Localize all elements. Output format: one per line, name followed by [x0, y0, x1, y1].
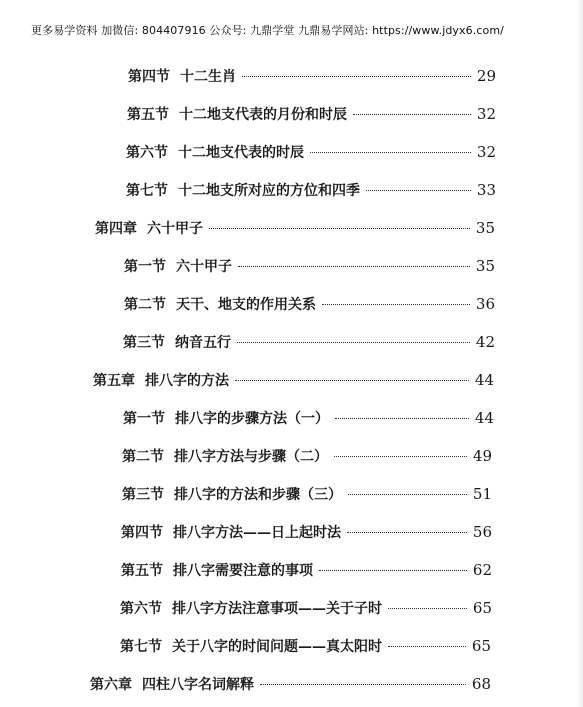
toc-entry-page: 32 [476, 105, 496, 123]
dot-leader [347, 532, 467, 533]
toc-entry-page: 35 [475, 257, 495, 275]
toc-entry-number: 第五章 [93, 373, 135, 389]
toc-entry-number: 第二节 [122, 449, 164, 465]
toc-entry-page: 42 [475, 333, 495, 351]
toc-entry-title: 排八字的方法 [145, 373, 229, 389]
toc-entry-number: 第七节 [126, 183, 168, 199]
toc-entry [126, 180, 496, 204]
toc-entry-number: 第三节 [123, 335, 165, 351]
toc-entry-number: 第五节 [127, 107, 169, 123]
toc-entry-page: 65 [472, 599, 492, 617]
toc-entry [128, 66, 496, 90]
dot-leader [388, 646, 466, 647]
toc-entry-title: 十二地支代表的月份和时辰 [179, 107, 347, 123]
toc-entry-page: 68 [471, 675, 491, 693]
toc-entry-title: 排八字方法与步骤（二） [174, 449, 328, 465]
toc-entry [122, 446, 492, 470]
toc-entry-title: 四柱八字名词解释 [142, 677, 254, 693]
dot-leader [334, 456, 467, 457]
dot-leader [348, 494, 467, 495]
toc-entry-page: 62 [472, 561, 492, 579]
toc-entry-number: 第三节 [122, 487, 164, 503]
dot-leader [209, 228, 470, 229]
toc-entry [121, 522, 492, 546]
toc-entry-title: 天干、地支的作用关系 [176, 297, 316, 313]
toc-entry-title: 排八字的方法和步骤（三） [174, 487, 342, 503]
toc-entry [124, 256, 495, 280]
toc-entry-number: 第六节 [120, 601, 162, 617]
toc-entry-page: 35 [475, 219, 495, 237]
toc-entry [123, 332, 495, 356]
toc-entry-page: 44 [474, 409, 494, 427]
toc-entry-title: 六十甲子 [147, 221, 203, 237]
toc-entry [122, 484, 492, 508]
toc-entry-title: 纳音五行 [175, 335, 231, 351]
toc-entry-title: 关于八字的时间问题——真太阳时 [172, 639, 382, 655]
dot-leader [319, 570, 467, 571]
toc-entry [123, 408, 494, 432]
dot-leader [310, 152, 471, 153]
toc-entry-page: 33 [476, 181, 496, 199]
toc-entry-title: 六十甲子 [176, 259, 232, 275]
toc-entry [127, 104, 496, 128]
toc-entry-title: 排八字需要注意的事项 [173, 563, 313, 579]
dot-leader [235, 380, 469, 381]
toc-entry-page: 44 [474, 371, 494, 389]
toc-entry-page: 56 [472, 523, 492, 541]
toc-entry-number: 第四章 [95, 221, 137, 237]
dot-leader [335, 418, 469, 419]
toc-entry-number: 第六章 [90, 677, 132, 693]
dot-leader [237, 342, 470, 343]
toc-entry-page: 36 [475, 295, 495, 313]
toc-entry [95, 218, 495, 242]
toc-entry [120, 636, 491, 660]
toc-entry [126, 142, 496, 166]
toc-entry-number: 第四节 [128, 69, 170, 85]
dot-leader [322, 304, 470, 305]
dot-leader [260, 684, 466, 685]
toc-entry-title: 十二生肖 [180, 69, 236, 85]
toc-entry-title: 十二地支代表的时辰 [178, 145, 304, 161]
toc-entry-page: 29 [476, 67, 496, 85]
page-edge-shadow [577, 0, 583, 707]
dot-leader [238, 266, 470, 267]
toc-entry-number: 第一节 [123, 411, 165, 427]
toc-entry-title: 十二地支所对应的方位和四季 [178, 183, 360, 199]
toc-entry [120, 598, 492, 622]
toc-entry-title: 排八字方法注意事项——关于子时 [172, 601, 382, 617]
toc-entry-title: 排八字的步骤方法（一） [175, 411, 329, 427]
dot-leader [242, 76, 471, 77]
dot-leader [388, 608, 467, 609]
dot-leader [353, 114, 471, 115]
watermark-text: 更多易学资料 加微信: 804407916 公众号: 九鼎学堂 九鼎易学网站: https://www.jdyx6.com/ [31, 24, 504, 37]
toc-entry-number: 第一节 [124, 259, 166, 275]
toc-entry [124, 294, 495, 318]
toc-entry [121, 560, 492, 584]
toc-entry-page: 32 [476, 143, 496, 161]
toc-entry-number: 第二节 [124, 297, 166, 313]
toc-entry-page: 51 [472, 485, 492, 503]
dot-leader [366, 190, 471, 191]
toc-entry-page: 49 [472, 447, 492, 465]
toc-entry-title: 排八字方法——日上起时法 [173, 525, 341, 541]
toc-entry-number: 第六节 [126, 145, 168, 161]
toc-entry-number: 第七节 [120, 639, 162, 655]
toc-entry-number: 第五节 [121, 563, 163, 579]
toc-entry-number: 第四节 [121, 525, 163, 541]
toc-entry [93, 370, 494, 394]
toc-entry [90, 674, 491, 698]
toc-entry-page: 65 [471, 637, 491, 655]
